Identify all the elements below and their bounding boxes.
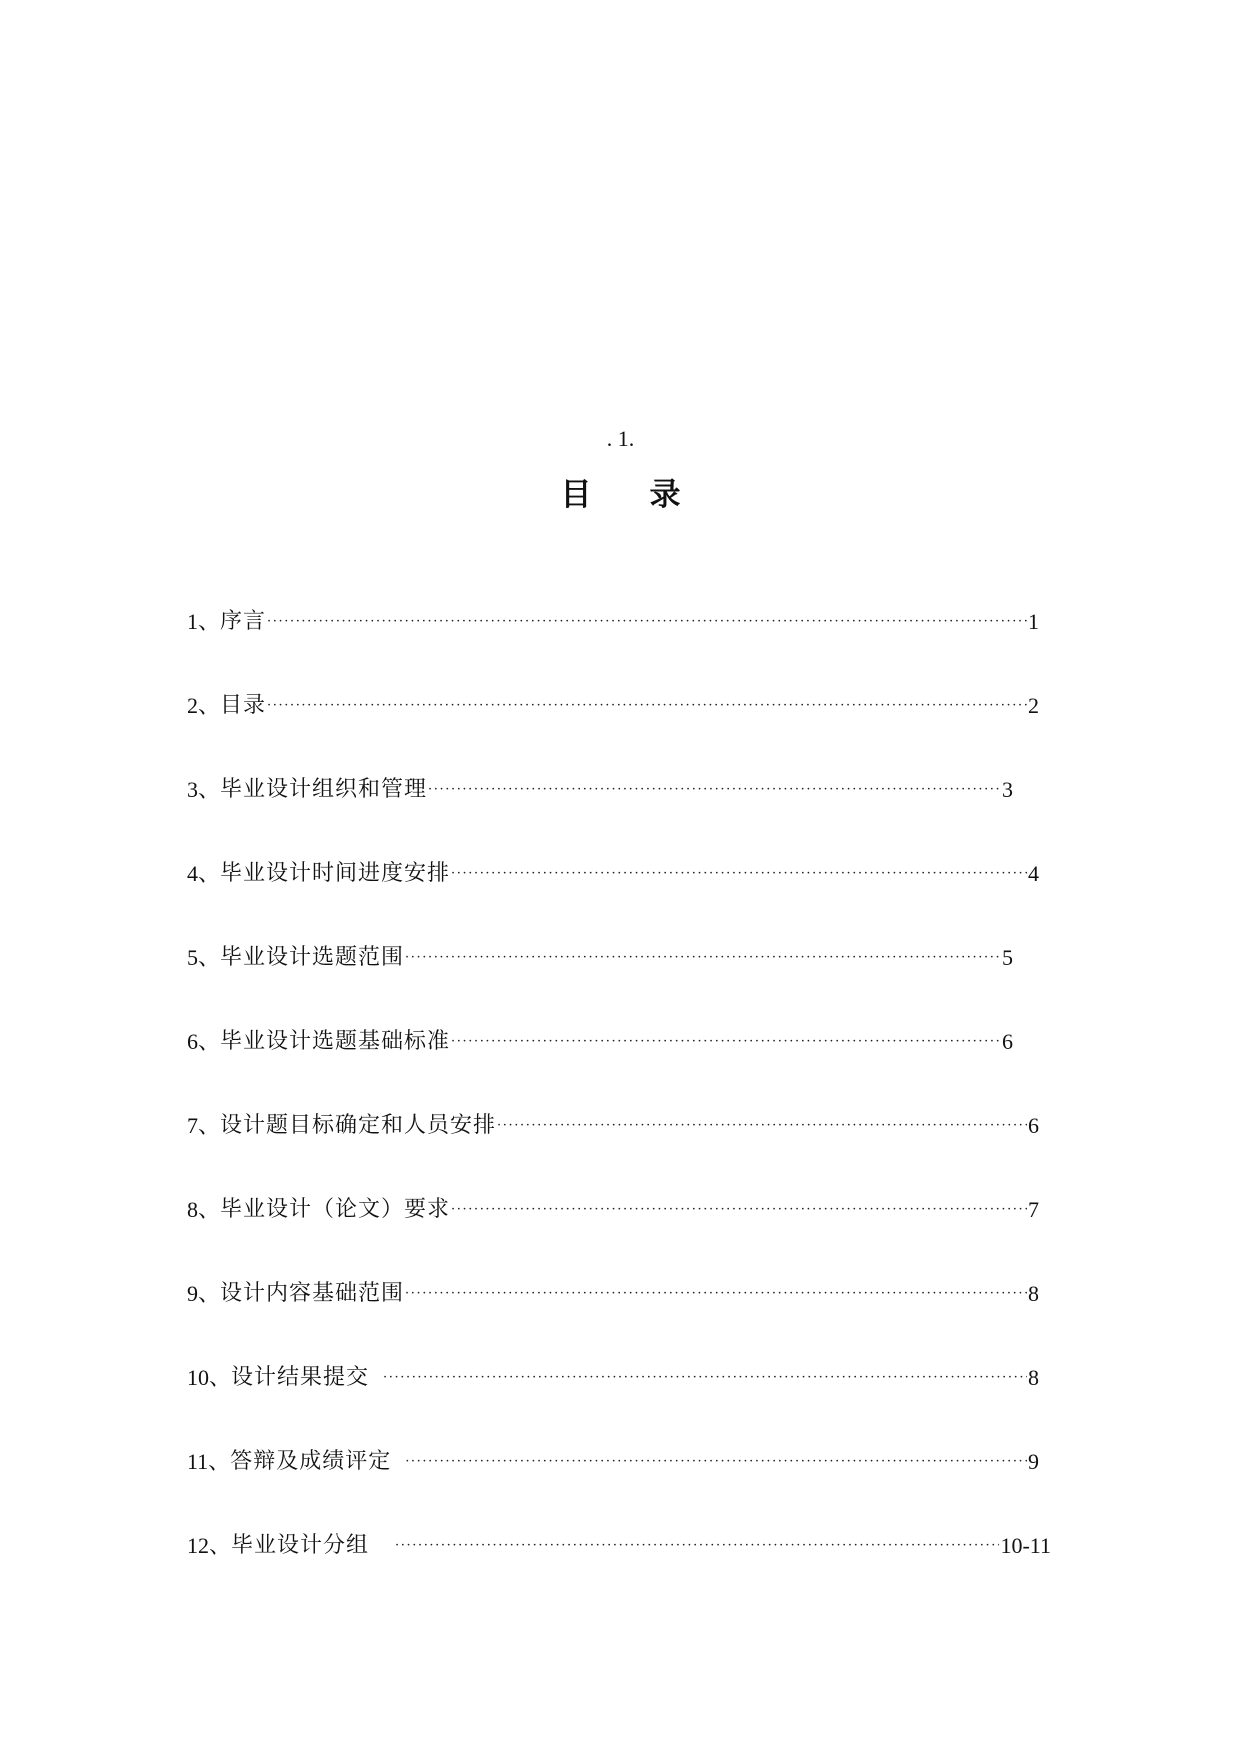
toc-entry-label: 设计内容基础范围 <box>220 1281 405 1306</box>
toc-entry[interactable] <box>187 1531 1051 1561</box>
toc-leader-dots <box>395 1531 999 1561</box>
toc-entry-page: 6 <box>1028 1113 1039 1138</box>
toc-entry-number: 10、 <box>187 1365 232 1390</box>
toc-entry-label: 毕业设计时间进度安排 <box>220 861 451 886</box>
toc-title-part-1: 目 <box>560 477 592 513</box>
toc-leader-dots <box>267 607 1027 637</box>
toc-entry-page: 5 <box>1002 945 1013 970</box>
toc-entry-page: 6 <box>1002 1029 1013 1054</box>
toc-entry-number: 7、 <box>187 1113 221 1138</box>
toc-entry-number: 1、 <box>187 609 221 634</box>
toc-entry-page: 8 <box>1028 1281 1039 1306</box>
toc-leader-dots <box>405 1447 1027 1477</box>
toc-entry-number: 5、 <box>187 945 221 970</box>
toc-entry-label: 答辩及成绩评定 <box>230 1449 392 1474</box>
toc-entry[interactable] <box>187 1195 1039 1225</box>
toc-entry-label: 毕业设计分组 <box>231 1533 370 1558</box>
toc-entry[interactable] <box>187 1279 1039 1309</box>
toc-entry[interactable] <box>187 859 1039 889</box>
toc-entry[interactable] <box>187 607 1039 637</box>
toc-leader-dots <box>497 1111 1027 1141</box>
toc-entry[interactable] <box>187 943 1013 973</box>
toc-entry-number: 6、 <box>187 1029 221 1054</box>
toc-leader-dots <box>383 1363 1027 1393</box>
toc-leader-dots <box>267 691 1027 721</box>
toc-entry-page: 1 <box>1028 609 1039 634</box>
toc-entry-number: 4、 <box>187 861 221 886</box>
toc-entry-label: 序言 <box>220 609 267 634</box>
toc-leader-dots <box>451 1195 1027 1225</box>
toc-entry-page: 2 <box>1028 693 1039 718</box>
toc-entry-label: 设计结果提交 <box>231 1365 370 1390</box>
toc-entry-label: 毕业设计（论文）要求 <box>220 1197 451 1222</box>
toc-entry-number: 3、 <box>187 777 221 802</box>
page-marker: . 1. <box>606 426 635 451</box>
toc-entry-number: 9、 <box>187 1281 221 1306</box>
toc-entry-label: 目录 <box>220 693 267 718</box>
toc-entry[interactable] <box>187 1363 1039 1393</box>
toc-leader-dots <box>428 775 1001 805</box>
toc-entry-page: 8 <box>1028 1365 1039 1390</box>
toc-entry-page: 7 <box>1028 1197 1039 1222</box>
toc-leader-dots <box>405 1279 1027 1309</box>
toc-entry[interactable] <box>187 691 1039 721</box>
toc-entry-page: 10-11 <box>1000 1533 1051 1558</box>
toc-entry[interactable] <box>187 1111 1039 1141</box>
toc-entry-number: 2、 <box>187 693 221 718</box>
toc-entry-page: 3 <box>1002 777 1013 802</box>
toc-leader-dots <box>405 943 1001 973</box>
toc-leader-dots <box>451 1027 1001 1057</box>
toc-title-part-2: 录 <box>649 477 681 513</box>
toc-entry[interactable] <box>187 775 1013 805</box>
toc-entry-number: 11、 <box>187 1449 231 1474</box>
toc-entry-label: 毕业设计选题范围 <box>220 945 405 970</box>
toc-leader-dots <box>451 859 1027 889</box>
toc-entry-page: 9 <box>1028 1449 1039 1474</box>
toc-entry-label: 设计题目标确定和人员安排 <box>220 1113 497 1138</box>
toc-entry-page: 4 <box>1028 861 1039 886</box>
toc-entry[interactable] <box>187 1027 1013 1057</box>
toc-entry-number: 12、 <box>187 1533 232 1558</box>
toc-entry[interactable] <box>187 1447 1039 1477</box>
toc-entry-label: 毕业设计选题基础标准 <box>220 1029 451 1054</box>
toc-entry-number: 8、 <box>187 1197 221 1222</box>
toc-entry-label: 毕业设计组织和管理 <box>220 777 428 802</box>
